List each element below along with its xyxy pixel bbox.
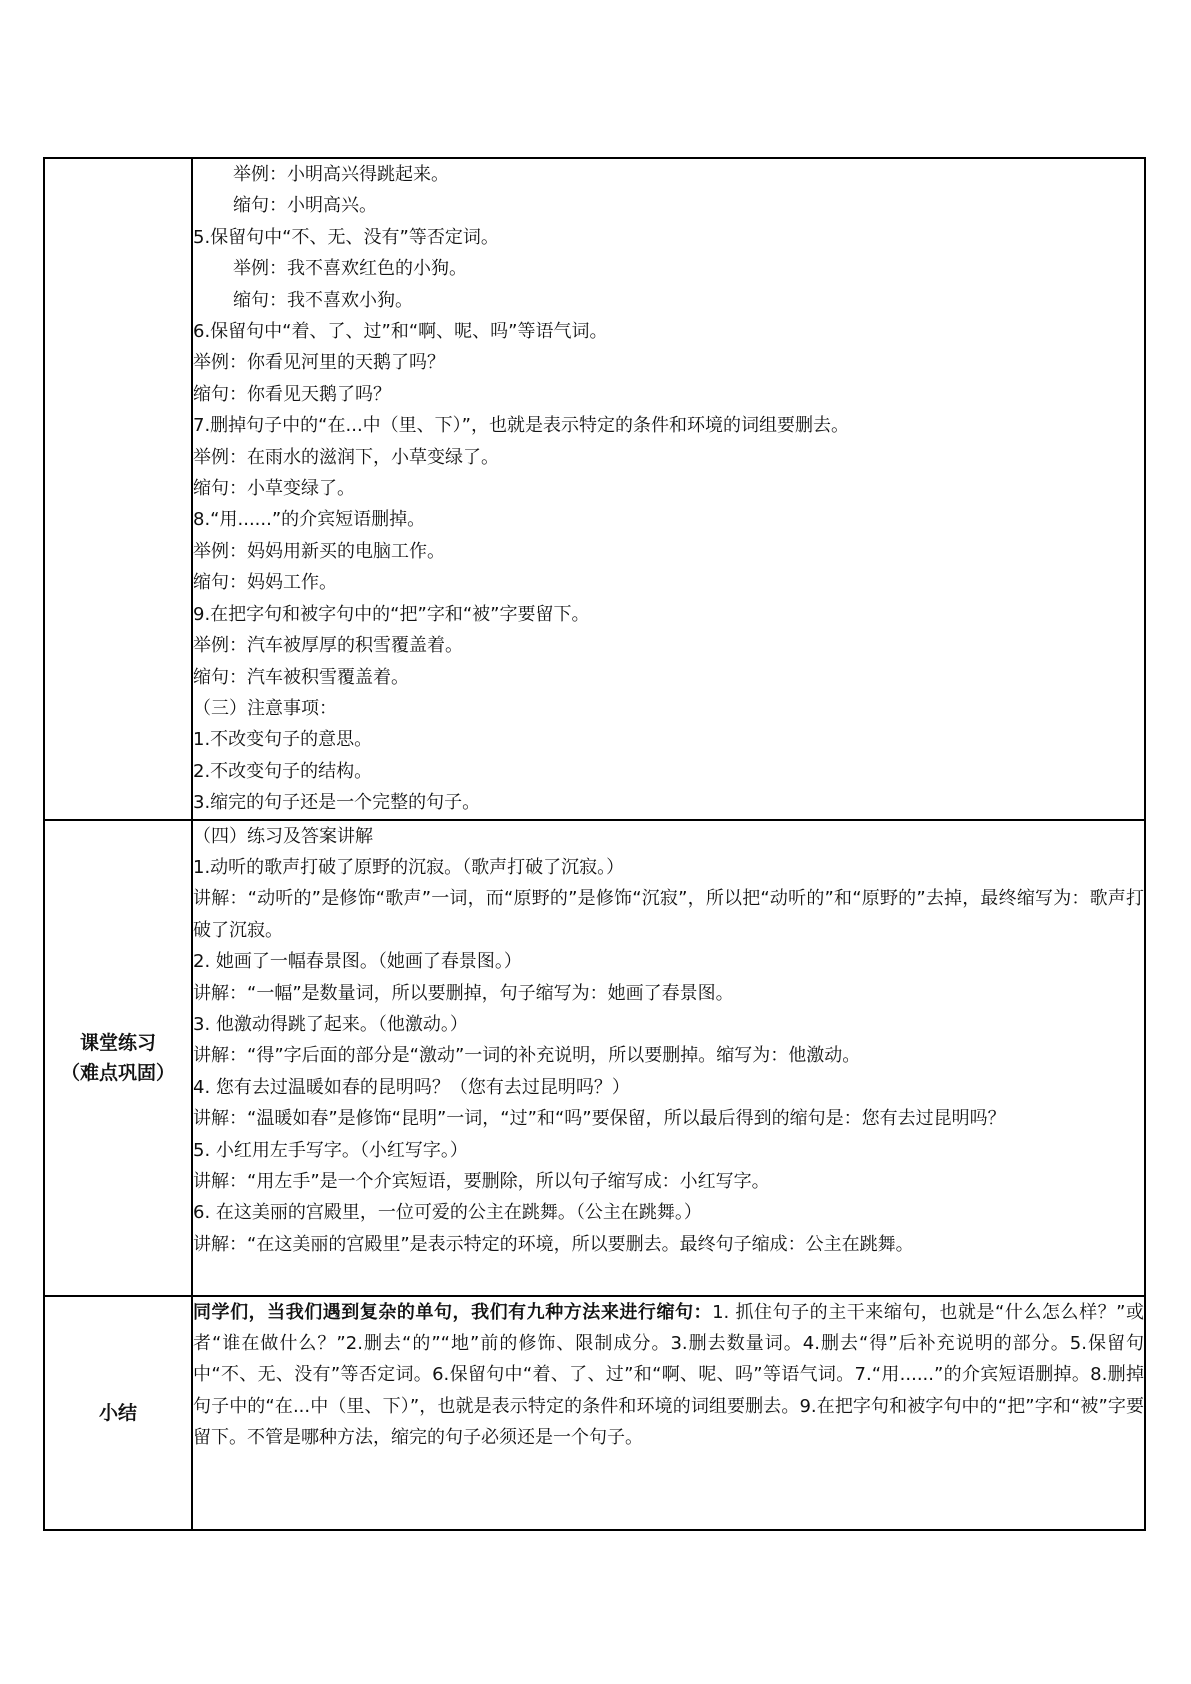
practice-explanation: 讲解：“在这美丽的宫殿里”是表示特定的环境，所以要删去。最终句子缩成：公主在跳舞。 bbox=[193, 1233, 914, 1255]
lesson-table bbox=[43, 157, 1146, 1531]
practice-items bbox=[193, 852, 1144, 1260]
practice-explanation: 讲解：“温暖如春”是修饰“昆明”一词，“过”和“吗”要保留，所以最后得到的缩句是：您有去过昆明吗？ bbox=[193, 1108, 1006, 1130]
practice-explanation: 讲解：“动听的”是修饰“歌声”一词，而“原野的”是修饰“沉寂”，所以把“动听的”和“原野的”去掉，最终缩写为：歌声打破了沉寂。 bbox=[193, 888, 1144, 941]
summary-paragraph bbox=[193, 1297, 1144, 1454]
method-line: 8.“用......”的介宾短语删掉。 bbox=[193, 509, 426, 531]
practice-explanation: 讲解：“得”字后面的部分是“激动”一词的补充说明，所以要删掉。缩写为：他激动。 bbox=[193, 1045, 861, 1067]
methods-lines bbox=[193, 159, 1144, 819]
method-line: 举例：在雨水的滋润下，小草变绿了。 bbox=[193, 446, 499, 468]
method-line: 缩句：小明高兴。 bbox=[233, 195, 377, 217]
summary-text: 1. 抓住句子的主干来缩句，也就是“什么怎么样？”或者“谁在做什么？”2.删去“的”“地”前的修饰、限制成分。3.删去数量词。4.删去“得”后补充说明的部分。5.保留句中“不、无、没有”等否定词。6.保留句中“着、了、过”和“啊、呢、吗”等语气词。7.“用......”的介宾短语删掉。8.删掉句子中的“在...中（里、下）”，也就是表示特定的条件和环境的词组要删去。9.在把字句和被字句中的“把”字和“被”字要留下。不管是哪种方法，缩完的句子必须还是一个句子。 bbox=[193, 1301, 1145, 1449]
practice-question: 1.动听的歌声打破了原野的沉寂。（歌声打破了沉寂。） bbox=[193, 856, 625, 878]
method-line: （三）注意事项： bbox=[193, 697, 337, 719]
practice-label-line2: （难点巩固） bbox=[60, 1061, 175, 1084]
practice-question: 4. 您有去过温暖如春的昆明吗？（您有去过昆明吗？） bbox=[193, 1076, 630, 1098]
practice-explanation: 讲解：“用左手”是一个介宾短语，要删除，所以句子缩写成：小红写字。 bbox=[193, 1171, 770, 1192]
summary-label: 小结 bbox=[98, 1401, 137, 1424]
method-line: 举例：汽车被厚厚的积雪覆盖着。 bbox=[193, 635, 463, 657]
practice-question: 6. 在这美丽的宫殿里，一位可爱的公主在跳舞。（公主在跳舞。） bbox=[193, 1202, 702, 1224]
method-line: 缩句：你看见天鹅了吗？ bbox=[193, 383, 391, 405]
method-line: 举例：我不喜欢红色的小狗。 bbox=[233, 258, 467, 280]
summary-content-cell bbox=[192, 1296, 1145, 1530]
method-line: 缩句：我不喜欢小狗。 bbox=[233, 289, 413, 311]
table-row-practice bbox=[44, 820, 1145, 1296]
method-line: 5.保留句中“不、无、没有”等否定词。 bbox=[193, 226, 499, 248]
practice-question: 3. 他激动得跳了起来。（他激动。） bbox=[193, 1013, 468, 1035]
method-line: 3.缩完的句子还是一个完整的句子。 bbox=[193, 792, 481, 814]
method-line: 6.保留句中“着、了、过”和“啊、呢、吗”等语气词。 bbox=[193, 321, 608, 343]
method-line: 2.不改变句子的结构。 bbox=[193, 760, 373, 782]
practice-question: 2. 她画了一幅春景图。（她画了春景图。） bbox=[193, 951, 522, 973]
method-line: 1.不改变句子的意思。 bbox=[193, 729, 373, 751]
method-line: 举例：你看见河里的天鹅了吗？ bbox=[193, 352, 445, 374]
label-cell-empty bbox=[44, 158, 192, 820]
summary-lead: 同学们，当我们遇到复杂的单句，我们有九种方法来进行缩句： bbox=[193, 1301, 713, 1323]
method-line: 缩句：妈妈工作。 bbox=[193, 572, 337, 594]
practice-label-line1: 课堂练习 bbox=[79, 1031, 156, 1054]
method-line: 9.在把字句和被字句中的“把”字和“被”字要留下。 bbox=[193, 603, 590, 625]
method-line: 缩句：小草变绿了。 bbox=[193, 478, 355, 500]
methods-content-cell bbox=[192, 158, 1145, 820]
table-row-summary bbox=[44, 1296, 1145, 1530]
practice-explanation: 讲解：“一幅”是数量词，所以要删掉，句子缩写为：她画了春景图。 bbox=[193, 982, 734, 1004]
method-line: 缩句：汽车被积雪覆盖着。 bbox=[193, 666, 409, 688]
practice-question: 5. 小红用左手写字。（小红写字。） bbox=[193, 1139, 468, 1161]
method-line: 举例：小明高兴得跳起来。 bbox=[233, 164, 449, 185]
practice-label-cell bbox=[44, 820, 192, 1296]
table-row-methods bbox=[44, 158, 1145, 820]
method-line: 7.删掉句子中的“在...中（里、下）”，也就是表示特定的条件和环境的词组要删去。 bbox=[193, 415, 849, 437]
practice-heading: （四）练习及答案讲解 bbox=[193, 825, 373, 847]
summary-label-cell bbox=[44, 1296, 192, 1530]
method-line: 举例：妈妈用新买的电脑工作。 bbox=[193, 540, 445, 562]
practice-content-cell bbox=[192, 820, 1145, 1296]
